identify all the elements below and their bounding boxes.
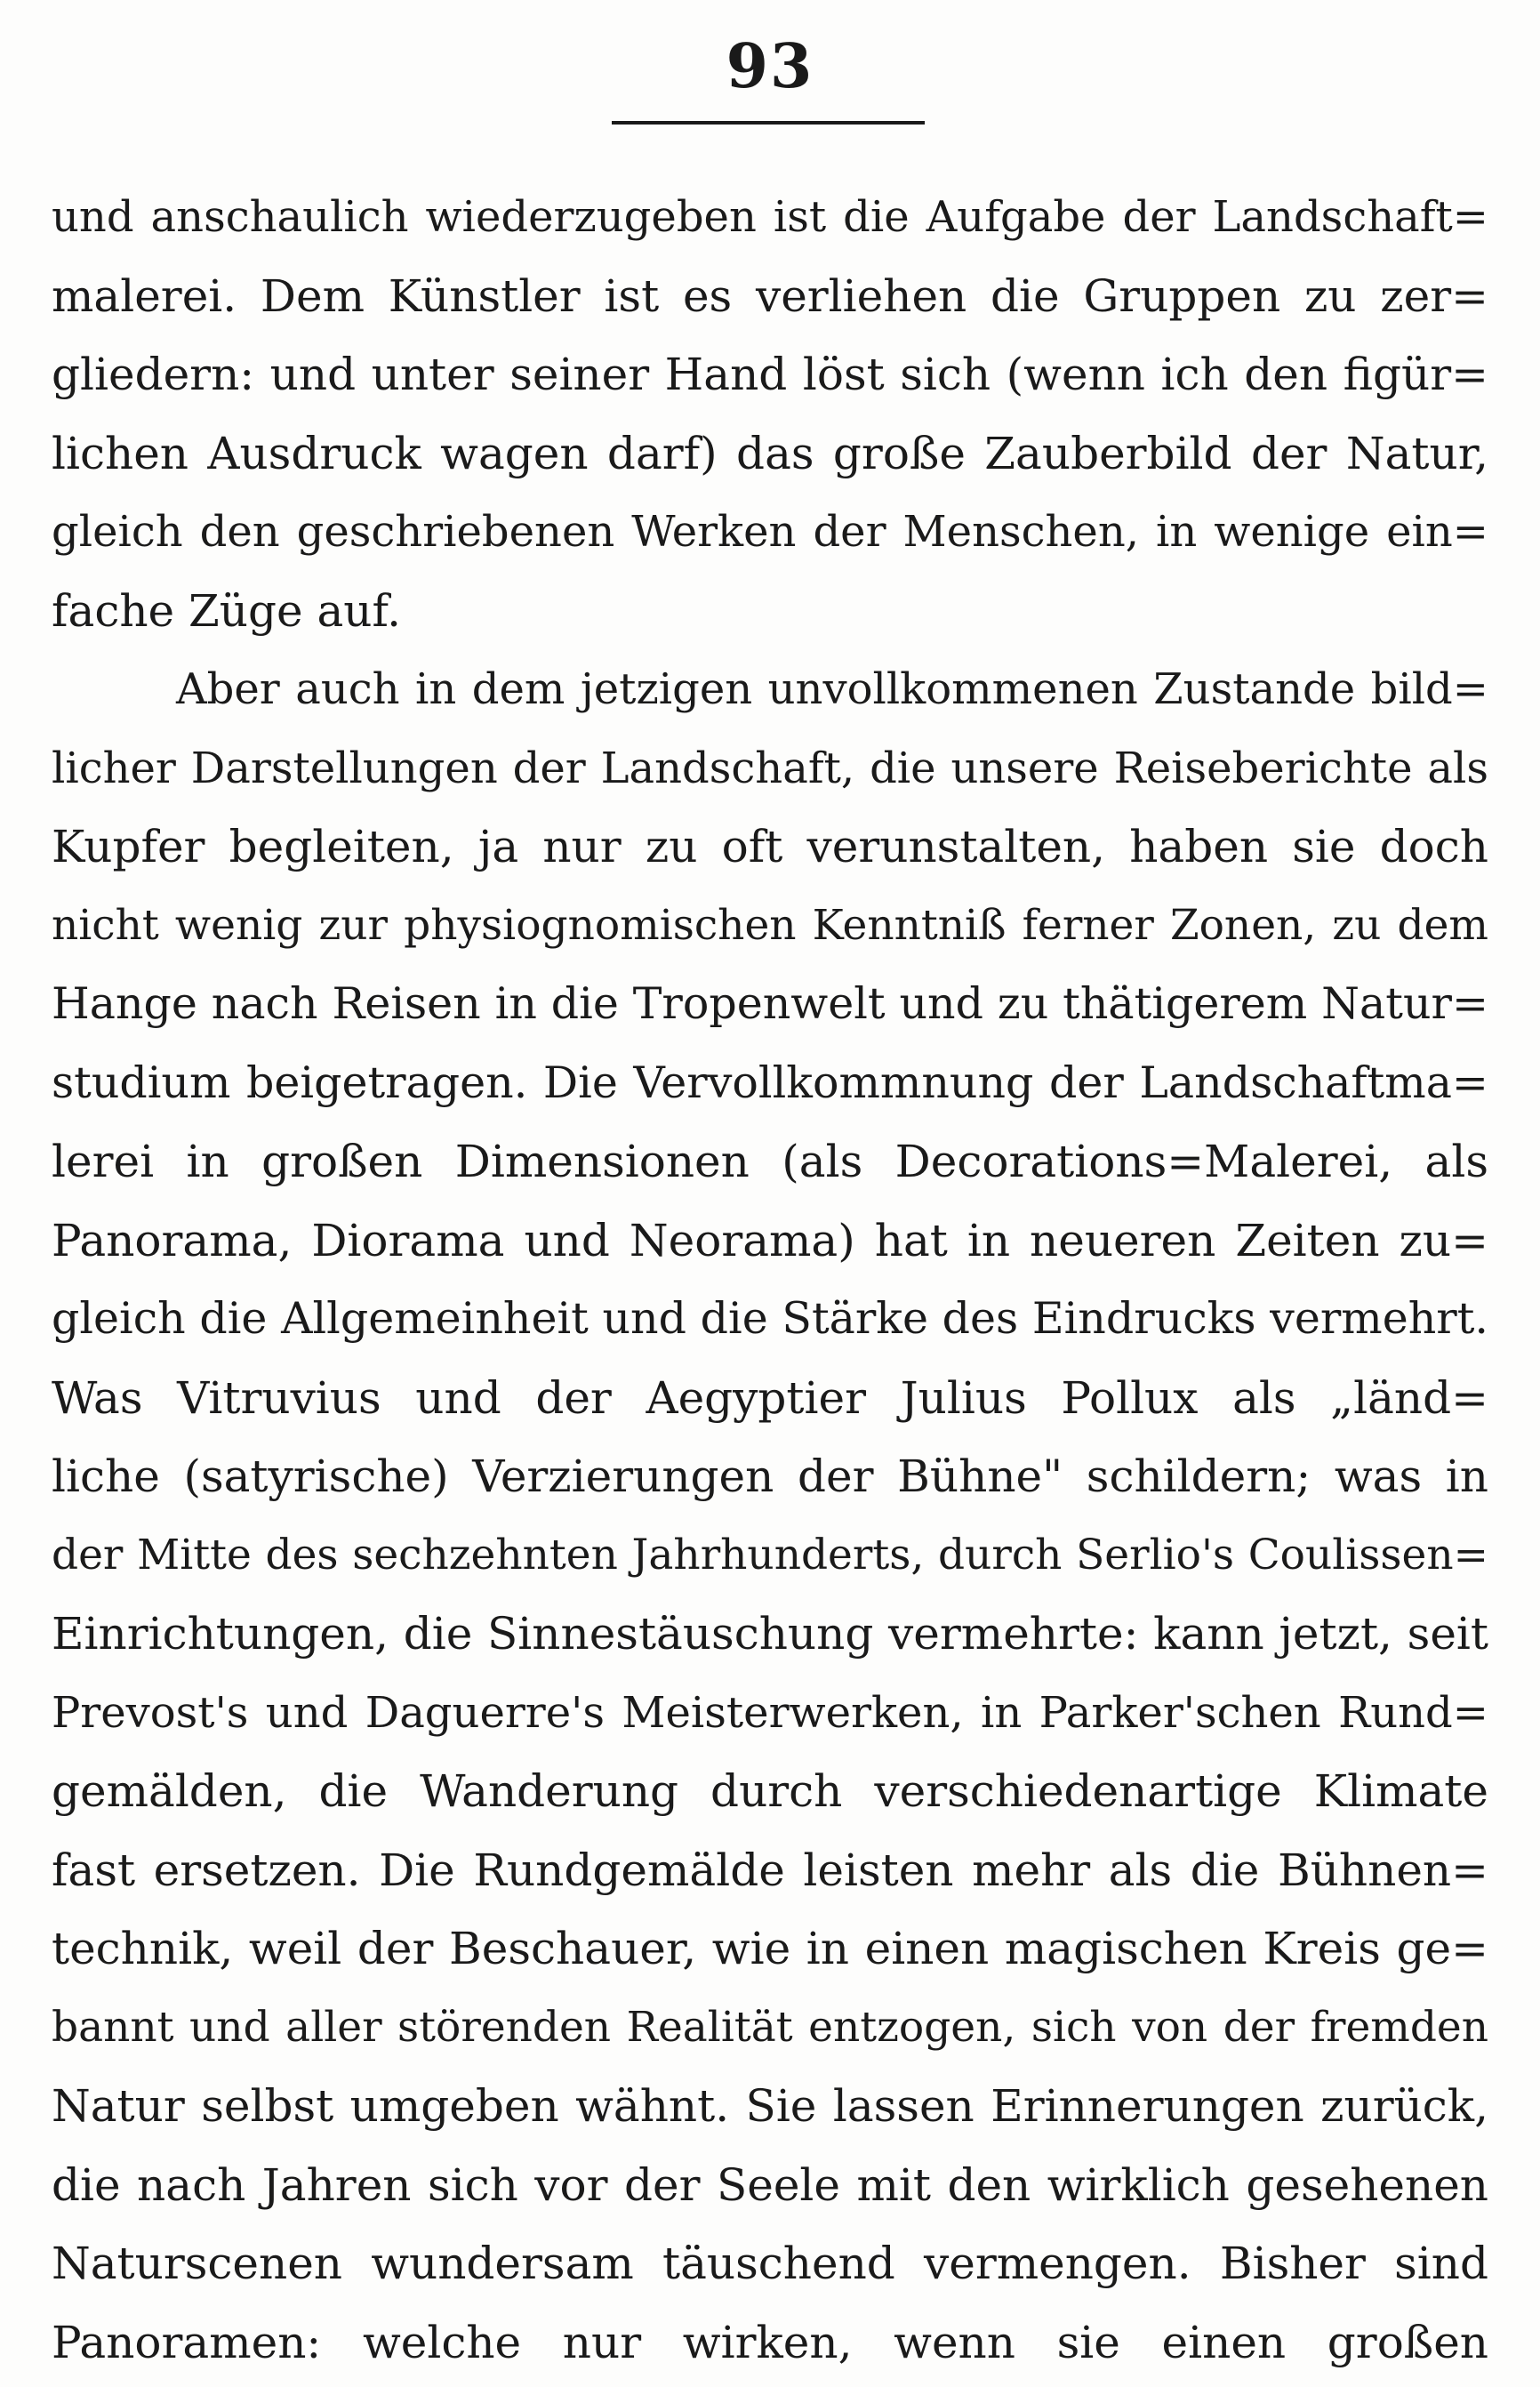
text-line: gleich den geschriebenen Werken der Menschen, in wenige ein= (52, 507, 1488, 557)
text-line: fast ersetzen. Die Rundgemälde leisten mehr als die Bühnen= (52, 1844, 1488, 1896)
text-line: Naturscenen wundersam täuschend vermengen. Bisher sind (52, 2238, 1488, 2289)
text-line: technik, weil der Beschauer, wie in einen magischen Kreis ge= (52, 1923, 1488, 1974)
text-line: Prevost's und Daguerre's Meisterwerken, in Parker'schen Rund= (52, 1687, 1488, 1738)
text-line: Natur selbst umgeben wähnt. Sie lassen Erinnerungen zurück, (52, 2080, 1488, 2132)
text-line: liche (satyrische) Verzierungen der Bühne" schildern; was in (52, 1451, 1488, 1502)
text-line: licher Darstellungen der Landschaft, die unsere Reiseberichte als (52, 743, 1488, 793)
text-line: die nach Jahren sich vor der Seele mit den wirklich gesehenen (52, 2158, 1488, 2211)
text-line: und anschaulich wiederzugeben ist die Aufgabe der Landschaft= (52, 192, 1488, 242)
text-line: gliedern: und unter seiner Hand löst sich (wenn ich den figür= (52, 349, 1488, 400)
text-line: gemälden, die Wanderung durch verschiedenartige Klimate (52, 1765, 1488, 1817)
text-line: malerei. Dem Künstler ist es verliehen die Gruppen zu zer= (52, 269, 1488, 322)
text-line: Panoramen: welche nur wirken, wenn sie einen großen (52, 2316, 1488, 2368)
text-line: Panorama, Diorama und Neorama) hat in neueren Zeiten zu= (52, 1214, 1488, 1266)
text-line: nicht wenig zur physiognomischen Kenntniß ferner Zonen, zu dem (52, 900, 1488, 950)
header-rule (612, 121, 925, 125)
page-number: 93 (726, 31, 814, 102)
paragraph-end-line: fache Züge auf. (52, 584, 402, 637)
text-line: Was Vitruvius und der Aegyptier Julius Pollux als „länd= (52, 1371, 1488, 1424)
text-line: lichen Ausdruck wagen darf) das große Zauberbild der Natur, (52, 427, 1488, 479)
text-line: der Mitte des sechzehnten Jahrhunderts, durch Serlio's Coulissen= (52, 1530, 1488, 1579)
text-line: bannt und aller störenden Realität entzogen, sich von der fremden (52, 2002, 1488, 2052)
text-line: studium beigetragen. Die Vervollkommnung der Landschaftma= (52, 1057, 1488, 1108)
text-line: Hange nach Reisen in die Tropenwelt und zu thätigerem Natur= (52, 978, 1488, 1029)
text-line: Kupfer begleiten, ja nur zu oft verunstalten, haben sie doch (52, 821, 1488, 872)
body-text (52, 178, 1488, 2382)
text-line: lerei in großen Dimensionen (als Decorations=Malerei, als (52, 1136, 1488, 1187)
text-line: gleich die Allgemeinheit und die Stärke des Eindrucks vermehrt. (52, 1293, 1488, 1344)
paragraph-start-line: Aber auch in dem jetzigen unvollkommenen Zustande bild= (176, 664, 1488, 714)
text-line: Einrichtungen, die Sinnestäuschung vermehrte: kann jetzt, seit (52, 1608, 1488, 1660)
